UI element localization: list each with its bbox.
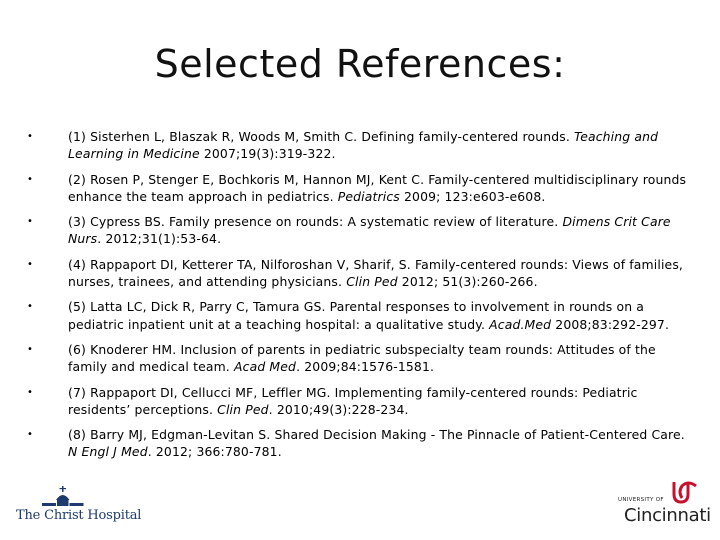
reference-citation: 2012; 51(3):260-266. [397,273,538,289]
bullet-icon: • [27,131,34,142]
building-icon [42,486,84,506]
uc-university-label: UNIVERSITY OF [618,497,664,503]
bullet-icon: • [27,173,34,185]
reference-citation: 2007;19(3):319-322. [199,146,336,162]
reference-text: (7) Rappaport DI, Cellucci MF, Leffler MG. Implementing family-centered rounds: Pediatric residents’ perceptions. [68,384,638,417]
reference-text: (4) Rappaport DI, Ketterer TA, Nilforoshan V, Sharif, S. Family-centered rounds: Views of families, nurses, trainees, and attending physicians. [68,256,684,289]
uc-name: Cincinnati [624,505,711,526]
bullet-icon: • [27,429,34,441]
reference-item [24,298,694,332]
reference-item [24,171,694,205]
reference-item [24,384,694,418]
reference-citation: 2009; 123:e603-e608. [399,188,546,204]
bullet-icon: • [27,343,34,355]
reference-text: (5) Latta LC, Dick R, Parry C, Tamura GS. Parental responses to involvement in rounds on a pediatric inpatient unit at a teaching hospital: a qualitative study. [68,299,645,332]
reference-citation: 2008;83:292-297. [551,316,670,332]
journal-name: Dimens Crit Care Nurs [68,214,671,247]
reference-citation: . 2010;49(3):228-234. [268,401,409,417]
christ-hospital-name: The Christ Hospital [16,508,142,523]
reference-text: (2) Rosen P, Stenger E, Bochkoris M, Hannon MJ, Kent C. Family-centered multidisciplinary rounds enhance the team approach in pediatrics. [68,171,687,204]
reference-citation: . 2012; 366:780-781. [147,444,282,460]
journal-name: Acad Med [234,359,297,375]
journal-name: Clin Ped [217,401,269,417]
reference-citation: . 2009;84:1576-1581. [296,359,435,375]
reference-item [24,256,694,290]
reference-text: (3) Cypress BS. Family presence on rounds: A systematic review of literature. [68,214,563,230]
uc-monogram-icon [674,482,696,502]
reference-item [24,213,694,247]
reference-item [24,128,694,162]
reference-list [24,128,694,469]
reference-text: (8) Barry MJ, Edgman-Levitan S. Shared Decision Making - The Pinnacle of Patient-Centered Care. [68,427,685,443]
journal-name: Pediatrics [337,188,400,204]
bullet-icon: • [27,216,34,228]
reference-citation: . 2012;31(1):53-64. [97,231,222,247]
reference-text: (6) Knoderer HM. Inclusion of parents in pediatric subspecialty team rounds: Attitudes of the family and medical team. [68,341,656,375]
bullet-icon: • [27,301,34,313]
journal-name: N Engl J Med [68,444,148,460]
bullet-icon: • [27,258,34,270]
bullet-icon: • [27,386,34,398]
page-title: Selected References: [154,42,566,86]
journal-name: Clin Ped [346,273,398,289]
reference-item [24,426,694,460]
journal-name: Teaching and Learning in Medicine [68,129,659,162]
reference-text: (1) Sisterhen L, Blaszak R, Woods M, Smith C. Defining family-centered rounds. [68,129,575,144]
journal-name: Acad.Med [489,316,552,332]
reference-item [24,341,694,375]
